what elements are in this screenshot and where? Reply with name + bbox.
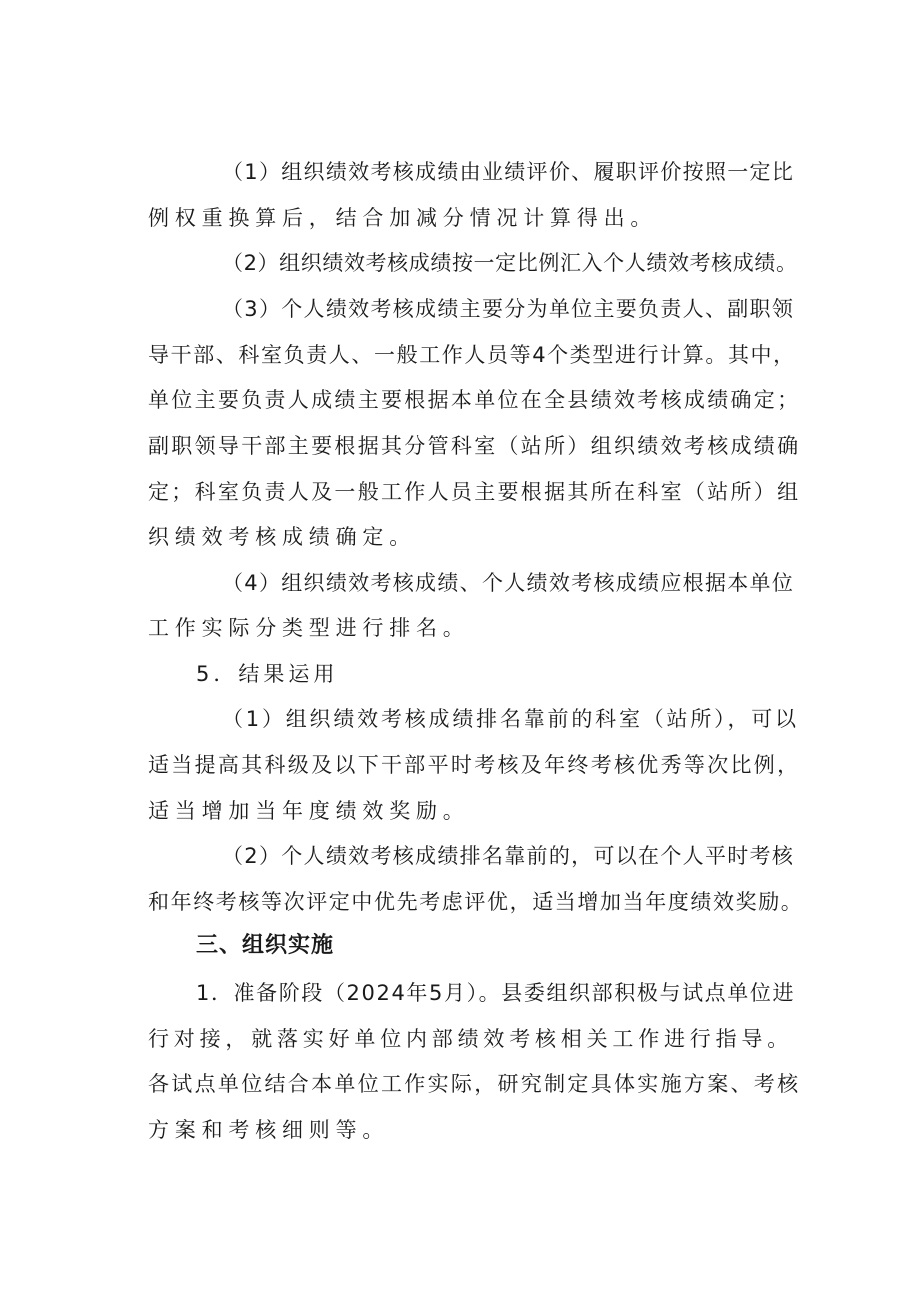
paragraph-line: 例权重换算后，结合加减分情况计算得出。 xyxy=(148,206,658,230)
paragraph-line: 适当提高其科级及以下干部平时考核及年终考核优秀等次比例， xyxy=(148,753,801,777)
paragraph-line: 织绩效考核成绩确定。 xyxy=(148,525,416,549)
paragraph-line: 适当增加当年度绩效奖励。 xyxy=(148,799,470,823)
paragraph-line: 各试点单位结合本单位工作实际，研究制定具体实施方案、考核 xyxy=(148,1072,801,1096)
paragraph-line: （1）组织绩效考核成绩由业绩评价、履职评价按照一定比 xyxy=(222,160,795,184)
paragraph-line: 副职领导干部主要根据其分管科室（站所）组织绩效考核成绩确 xyxy=(148,434,801,458)
paragraph-line: 行对接，就落实好单位内部绩效考核相关工作进行指导。 xyxy=(148,1027,793,1051)
paragraph-line: 方案和考核细则等。 xyxy=(148,1118,390,1142)
paragraph-line: 1．准备阶段（2024年5月）。县委组织部积极与试点单位进 xyxy=(196,981,796,1005)
paragraph-line: （4）组织绩效考核成绩、个人绩效考核成绩应根据本单位 xyxy=(222,571,795,595)
paragraph-line: 导干部、科室负责人、一般工作人员等4个类型进行计算。其中， xyxy=(148,343,796,367)
paragraph-line: （2）个人绩效考核成绩排名靠前的，可以在个人平时考核 xyxy=(222,844,795,868)
paragraph-line: 单位主要负责人成绩主要根据本单位在全县绩效考核成绩确定； xyxy=(148,388,801,412)
paragraph-line: 定；科室负责人及一般工作人员主要根据其所在科室（站所）组 xyxy=(148,480,801,504)
section-heading: 三、组织实施 xyxy=(196,933,335,958)
paragraph-line: （3）个人绩效考核成绩主要分为单位主要负责人、副职领 xyxy=(222,297,795,321)
section-subheading: 5．结果运用 xyxy=(196,662,339,686)
paragraph-line: （2）组织绩效考核成绩按一定比例汇入个人绩效考核成绩。 xyxy=(222,251,798,275)
paragraph-line: （1）组织绩效考核成绩排名靠前的科室（站所），可以 xyxy=(222,707,799,731)
paragraph-line: 和年终考核等次评定中优先考虑评优，适当增加当年度绩效奖励。 xyxy=(148,890,804,914)
paragraph-line: 工作实际分类型进行排名。 xyxy=(148,616,470,640)
